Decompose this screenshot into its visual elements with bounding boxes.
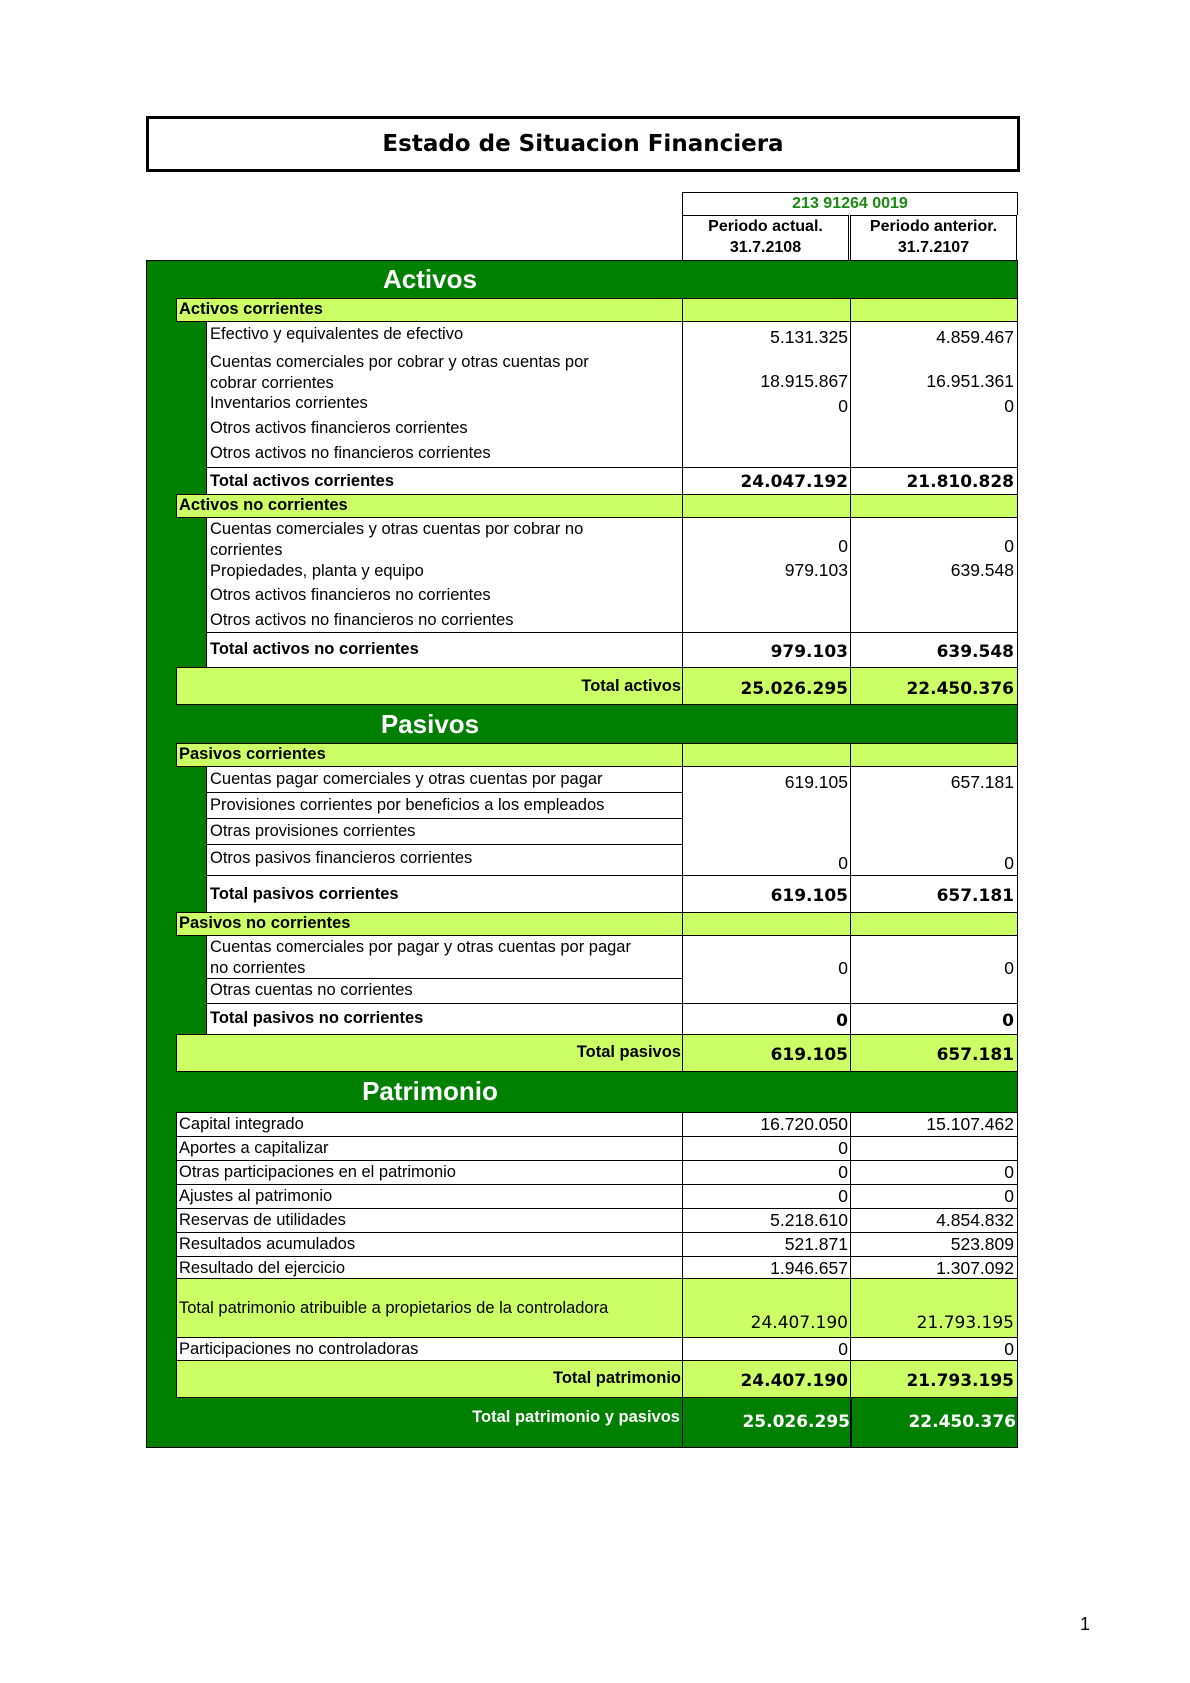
total-value-actual: 619.105 [770,886,848,906]
pasivo-row [206,978,684,1004]
subsection-title: Activos no corrientes [179,496,348,514]
patrimonio-actual-cell [682,1208,852,1233]
value-actual: 0 [838,853,848,873]
total-label: Total pasivos corrientes [210,885,399,903]
participaciones-no-controladoras-row [176,1337,684,1361]
value-anterior: 0 [1004,958,1014,978]
pasivo-row [206,766,684,793]
total-value-anterior: 657.181 [936,886,1014,906]
value-actual: 0 [838,396,848,416]
patrimonio-anterior-cell [850,1160,1018,1185]
subsection-title: Pasivos no corrientes [179,914,351,932]
line-label: Total patrimonio atribuible a propietarios de la controladora [179,1299,609,1317]
value-actual: 0 [838,536,848,556]
line-label: cobrar corrientes [210,374,334,392]
line-label: no corrientes [210,959,306,977]
total-pasivos-no-corrientes-row [206,1003,684,1035]
value-actual: 16.720.050 [760,1114,848,1134]
line-label: Cuentas comerciales por pagar y otras cuentas por pagar [210,938,631,956]
line-label: Otras participaciones en el patrimonio [179,1163,456,1181]
value-actual: 1.946.657 [770,1258,848,1278]
patrimonio-anterior-cell [850,1232,1018,1257]
value-anterior: 1.307.092 [936,1258,1014,1278]
value-anterior: 0 [1004,1186,1014,1206]
pasivo-row [206,818,684,845]
line-label: Otros pasivos financieros corrientes [210,849,473,867]
line-label: Cuentas comerciales por cobrar y otras cuentas por [210,353,589,371]
value-anterior: 523.809 [950,1234,1014,1254]
value-anterior: 657.181 [950,772,1014,792]
patrimonio-row [176,1160,684,1185]
grand-total-actual: 25.026.295 [742,1412,850,1432]
patrimonio-row [176,1208,684,1233]
value-anterior: 4.859.467 [936,327,1014,347]
line-label: Cuentas pagar comerciales y otras cuentas por pagar [210,770,603,788]
total-value-anterior: 21.793.195 [906,1371,1014,1391]
line-label: Cuentas comerciales y otras cuentas por cobrar no [210,520,584,538]
total-value-actual: 0 [836,1011,848,1031]
total-value-anterior: 22.450.376 [906,679,1014,699]
total-label: Total activos no corrientes [210,640,419,658]
patrimonio-anterior-cell [850,1136,1018,1161]
total-label: Total pasivos [576,1043,681,1061]
value-actual: 979.103 [784,560,848,580]
line-label: Inventarios corrientes [210,394,368,412]
patrimonio-row [176,1256,684,1279]
value-actual: 5.131.325 [770,327,848,347]
total-label: Total activos [581,677,681,695]
line-label: Provisiones corrientes por beneficios a los empleados [210,796,605,814]
total-value-anterior: 639.548 [936,642,1014,662]
value-anterior: 0 [1004,853,1014,873]
subsection-activos-corrientes [176,298,684,322]
subsection-pasivos-no-corrientes [176,912,684,936]
patrimonio-row [176,1184,684,1209]
total-value-actual: 979.103 [770,642,848,662]
value-actual: 24.407.190 [750,1313,848,1333]
section-title-pasivos: Pasivos [380,709,480,739]
patrimonio-row [176,1232,684,1257]
col-header-actual-date: 31.7.2108 [729,239,802,256]
total-patrimonio-atribuible-row [176,1278,684,1338]
activos-no-corrientes-labels [206,517,684,633]
patrimonio-anterior-cell [850,1184,1018,1209]
total-value-actual: 24.407.190 [740,1371,848,1391]
value-anterior: 0 [1004,1162,1014,1182]
line-label: Ajustes al patrimonio [179,1187,333,1205]
patrimonio-actual-cell [682,1232,852,1257]
value-anterior: 0 [1004,536,1014,556]
patrimonio-anterior-cell [850,1112,1018,1137]
activos-corrientes-labels [206,321,684,469]
total-pasivos-row [176,1034,684,1072]
section-title-activos: Activos [383,264,477,294]
value-actual: 0 [838,958,848,978]
value-anterior: 0 [1004,1339,1014,1359]
line-label: Otros activos financieros corrientes [210,419,468,437]
value-anterior: 21.793.195 [916,1313,1014,1333]
value-actual: 0 [838,1186,848,1206]
total-label: Total activos corrientes [210,472,395,490]
grand-total-label: Total patrimonio y pasivos [472,1408,680,1426]
line-label: Propiedades, planta y equipo [210,562,424,580]
total-value-anterior: 21.810.828 [906,472,1014,492]
total-value-actual: 25.026.295 [740,679,848,699]
section-title-patrimonio: Patrimonio [362,1076,498,1106]
value-actual: 0 [838,1162,848,1182]
total-patrimonio-row [176,1360,684,1398]
subsection-activos-no-corrientes [176,494,684,518]
line-label: Resultados acumulados [179,1235,356,1253]
line-label: Otras cuentas no corrientes [210,981,413,999]
total-label: Total patrimonio [552,1369,681,1387]
subsection-title: Activos corrientes [179,300,323,318]
total-value-actual: 24.047.192 [740,472,848,492]
patrimonio-anterior-cell [850,1208,1018,1233]
total-value-anterior: 0 [1002,1011,1014,1031]
patrimonio-actual-cell [682,1136,852,1161]
value-anterior: 639.548 [950,560,1014,580]
value-actual: 5.218.610 [770,1210,848,1230]
total-value-anterior: 657.181 [936,1045,1014,1065]
patrimonio-row [176,1136,684,1161]
line-label: Efectivo y equivalentes de efectivo [210,325,464,343]
col-header-anterior-label: Periodo anterior. [869,218,998,235]
line-label: corrientes [210,541,283,559]
patrimonio-actual-cell [682,1184,852,1209]
total-activos-no-corrientes-row [206,632,684,668]
patrimonio-row [176,1112,684,1137]
value-anterior: 15.107.462 [926,1114,1014,1134]
page-number: 1 [1080,1614,1091,1634]
value-anterior: 4.854.832 [936,1210,1014,1230]
patrimonio-actual-cell [682,1112,852,1137]
col-header-anterior-date: 31.7.2107 [897,239,970,256]
grand-total-anterior: 22.450.376 [908,1412,1016,1432]
value-actual: 0 [838,1138,848,1158]
patrimonio-actual-cell [682,1160,852,1185]
total-pasivos-corrientes-row [206,875,684,913]
line-label: Otros activos no financieros corrientes [210,444,491,462]
value-actual: 0 [838,1339,848,1359]
col-header-actual-label: Periodo actual. [708,218,823,235]
value-anterior: 16.951.361 [926,371,1014,391]
total-activos-row [176,667,684,705]
page-title: Estado de Situacion Financiera [146,116,1020,172]
line-label: Resultado del ejercicio [179,1259,346,1277]
total-label: Total pasivos no corrientes [210,1009,424,1027]
line-label: Otras provisiones corrientes [210,822,416,840]
pasivo-row [206,792,684,819]
value-anterior: 0 [1004,396,1014,416]
value-actual: 18.915.867 [760,371,848,391]
company-id: 213 91264 0019 [682,192,1018,215]
total-activos-corrientes-row [206,467,684,495]
line-label: Participaciones no controladoras [179,1340,419,1358]
pasivo-row [206,935,684,979]
line-label: Otros activos no financieros no corrientes [210,611,514,629]
pasivo-row [206,844,684,876]
line-label: Capital integrado [179,1115,304,1133]
line-label: Aportes a capitalizar [179,1139,329,1157]
subsection-pasivos-corrientes [176,743,684,767]
value-actual: 619.105 [784,772,848,792]
total-value-actual: 619.105 [770,1045,848,1065]
line-label: Otros activos financieros no corrientes [210,586,491,604]
line-label: Reservas de utilidades [179,1211,346,1229]
col-header-anterior [850,215,1017,262]
patrimonio-actual-cell [682,1256,852,1279]
subsection-title: Pasivos corrientes [179,745,326,763]
patrimonio-anterior-cell [850,1256,1018,1279]
col-header-actual [682,215,849,262]
value-actual: 521.871 [784,1234,848,1254]
